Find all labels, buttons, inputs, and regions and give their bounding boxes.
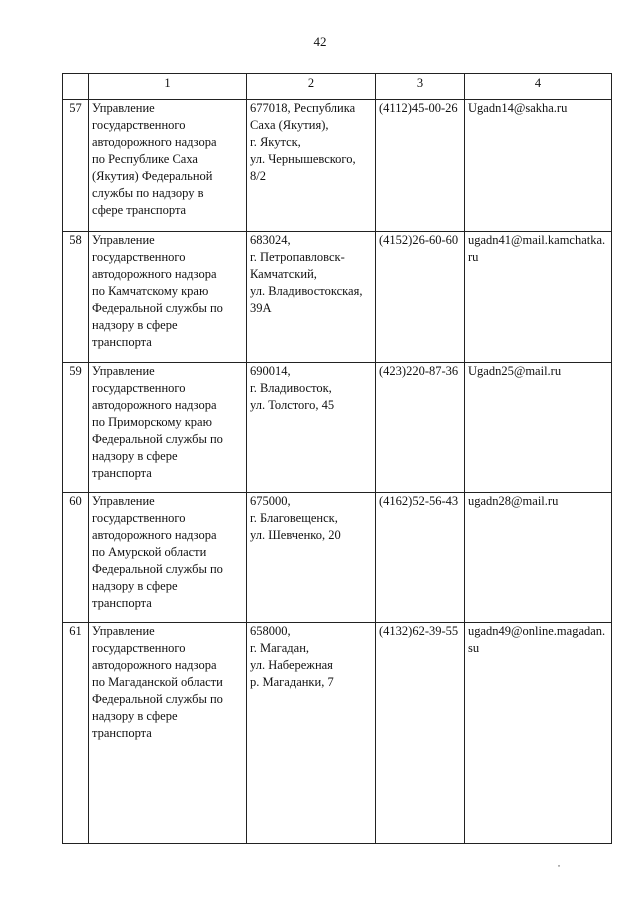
organization-address: 675000, г. Благовещенск, ул. Шевченко, 20: [247, 493, 376, 623]
organization-name: Управление государственного автодорожного надзора по Магаданской области Федеральной службы по надзору в сфере транспорта: [89, 623, 247, 844]
column-header-3: 3: [376, 74, 465, 100]
column-header-2: 2: [247, 74, 376, 100]
organization-name: Управление государственного автодорожного надзора по Приморскому краю Федеральной службы по надзору в сфере транспорта: [89, 363, 247, 493]
organization-address: 658000, г. Магадан, ул. Набережная р. Магаданки, 7: [247, 623, 376, 844]
organization-email: ugadn49@online.magadan.su: [465, 623, 612, 844]
organization-name: Управление государственного автодорожного надзора по Республике Саха (Якутия) Федеральной службы по надзору в сфере транспорта: [89, 100, 247, 232]
organization-name: Управление государственного автодорожного надзора по Камчатскому краю Федеральной службы по надзору в сфере транспорта: [89, 232, 247, 363]
table-header-row: [63, 74, 612, 100]
organization-phone: (4162)52-56-43: [376, 493, 465, 623]
column-header-1: 1: [89, 74, 247, 100]
registry-table: [62, 73, 612, 844]
organization-email: ugadn41@mail.kamchatka.ru: [465, 232, 612, 363]
column-header-4: 4: [465, 74, 612, 100]
row-number: 57: [63, 100, 89, 232]
organization-address: 683024, г. Петропавловск- Камчатский, ул. Владивостокская, 39А: [247, 232, 376, 363]
organization-email: Ugadn25@mail.ru: [465, 363, 612, 493]
organization-email: Ugadn14@sakha.ru: [465, 100, 612, 232]
organization-email: ugadn28@mail.ru: [465, 493, 612, 623]
organization-phone: (4132)62-39-55: [376, 623, 465, 844]
page-number: 42: [313, 34, 327, 49]
scan-speck: ˙: [557, 862, 561, 876]
table-row: [63, 363, 612, 493]
organization-address: 677018, Республика Саха (Якутия), г. Якутск, ул. Чернышевского, 8/2: [247, 100, 376, 232]
table-row: [63, 493, 612, 623]
row-number: 61: [63, 623, 89, 844]
table-row: [63, 232, 612, 363]
row-number: 59: [63, 363, 89, 493]
organization-phone: (423)220-87-36: [376, 363, 465, 493]
row-number: 60: [63, 493, 89, 623]
table-row: [63, 100, 612, 232]
organization-phone: (4152)26-60-60: [376, 232, 465, 363]
column-header-number: [63, 74, 89, 100]
organization-address: 690014, г. Владивосток, ул. Толстого, 45: [247, 363, 376, 493]
organization-name: Управление государственного автодорожного надзора по Амурской области Федеральной службы по надзору в сфере транспорта: [89, 493, 247, 623]
organization-phone: (4112)45-00-26: [376, 100, 465, 232]
row-number: 58: [63, 232, 89, 363]
table-row: [63, 623, 612, 844]
